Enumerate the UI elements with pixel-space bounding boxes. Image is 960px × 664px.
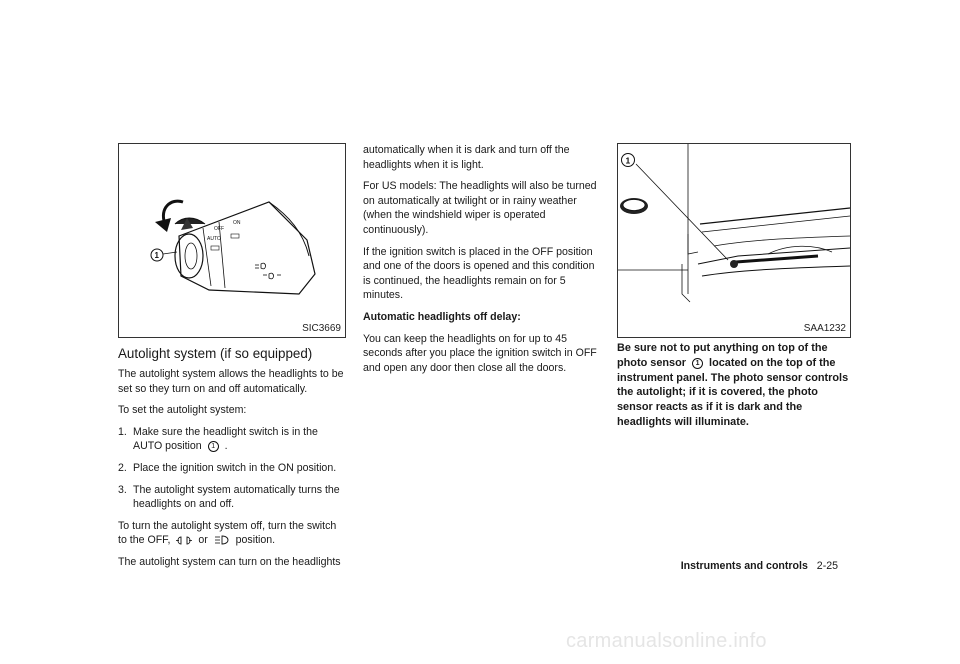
headlight-icon: [214, 535, 230, 545]
callout-circle: 1: [692, 358, 703, 369]
warning-text: Be sure not to put anything on top of the photo sensor: [617, 342, 828, 369]
figure2-callout: 1: [625, 155, 631, 166]
callout-circle: 1: [208, 441, 219, 452]
paragraph: To set the autolight system:: [118, 404, 247, 417]
switch-label-auto: AUTO: [207, 236, 221, 242]
column-1: [118, 338, 348, 577]
list-number: 1.: [118, 425, 127, 438]
paragraph: automatically when it is dark and turn off the headlights when it is light.: [363, 144, 570, 171]
list-item: [118, 461, 348, 476]
paragraph: You can keep the headlights on for up to 45 seconds after you place the ignition switch in OFF and open any door then close all the doors.: [363, 332, 597, 374]
list-text: The autolight system automatically turns the headlights on and off.: [133, 483, 340, 511]
paragraph: The autolight system allows the headlights to be set so they turn on and off automatically.: [118, 368, 344, 395]
paragraph-part: or: [198, 534, 208, 547]
figure2-code: SAA1232: [803, 323, 846, 334]
section-heading: Autolight system (if so equipped): [118, 346, 313, 361]
parking-light-icon: [176, 536, 192, 545]
figure1-code: SIC3669: [302, 323, 341, 334]
list-text-part: Make sure the headlight switch is in the AUTO position: [133, 425, 318, 453]
photo-sensor-illustration: [618, 144, 850, 337]
subheading: Automatic headlights off delay:: [363, 310, 521, 323]
list-item: [118, 425, 348, 454]
paragraph: If the ignition switch is placed in the OFF position and one of the doors is opened and this condition is continued, the headlights remain on for 5 minutes.: [363, 245, 595, 302]
headlight-switch-figure: [118, 143, 346, 338]
list-number: 2.: [118, 461, 127, 474]
headlight-switch-illustration: [119, 144, 345, 337]
list-item: [118, 483, 348, 512]
warning-text: located on the top of the instrument panel. The photo sensor controls the autolight; if it is covered, the photo sensor reacts as if it is dark and the headlights will illuminate.: [617, 356, 849, 428]
list-text: [133, 425, 348, 454]
paragraph-part: To turn the autolight system off, turn the switch to the OFF,: [118, 519, 337, 547]
paragraph-part: position.: [235, 534, 276, 547]
watermark-text: carmanualsonline.info: [566, 630, 767, 652]
figure1-callout: 1: [154, 251, 159, 260]
page-number: 2-25: [816, 560, 838, 572]
list-text-part: .: [224, 440, 228, 453]
list-number: 3.: [118, 483, 127, 496]
paragraph: [118, 519, 348, 548]
column-3-warning: [617, 341, 852, 430]
footer-section-title: Instruments and controls: [680, 560, 808, 572]
column-2: [363, 143, 601, 382]
switch-label-off: OFF: [214, 226, 224, 232]
page-footer: [628, 560, 838, 572]
list-text: Place the ignition switch in the ON position.: [133, 461, 337, 474]
switch-label-on: ON: [233, 220, 241, 226]
photo-sensor-figure: [617, 143, 851, 338]
paragraph: For US models: The headlights will also be turned on automatically at twilight or in rainy weather (when the windshield wiper is operated continuously).: [363, 180, 597, 236]
paragraph: The autolight system can turn on the headlights: [118, 555, 341, 568]
